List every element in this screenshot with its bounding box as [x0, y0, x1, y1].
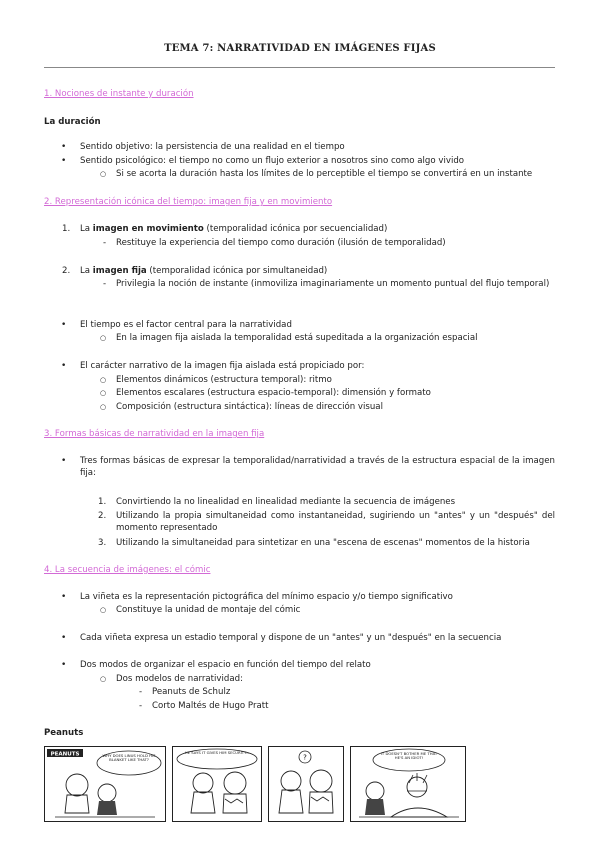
dash-item: - Restituye la experiencia del tiempo como duración (ilusión de temporalidad): [116, 237, 446, 249]
sub-bullet-item: ○ Elementos dinámicos (estructura temporal): ritmo: [116, 374, 332, 386]
peanuts-logo: PEANUTS: [50, 751, 80, 758]
dash-item: - Peanuts de Schulz: [152, 686, 230, 698]
question-mark: ?: [303, 753, 307, 762]
list-number: 2.: [62, 266, 71, 276]
bullet-item: • Cada viñeta expresa un estadio temporal y dispone de un "antes" y un "después" en la secuencia: [80, 632, 501, 644]
sub-bullet-item: ○ Composición (estructura sintáctica): líneas de dirección visual: [116, 401, 383, 413]
comic-panel-3-drawing: [269, 747, 343, 821]
comic-panel-2: [172, 746, 262, 822]
numbered-item: La imagen fija (temporalidad icónica por simultaneidad): [80, 266, 328, 276]
dash-item: - Corto Maltés de Hugo Pratt: [152, 700, 268, 712]
dash-item: - Privilegia la noción de instante (inmoviliza imaginariamente un momento puntual del flujo temporal): [116, 278, 555, 290]
comic-panel-1-drawing: [45, 747, 165, 821]
bullet-item: • El tiempo es el factor central para la narratividad: [80, 319, 292, 331]
list-number: 1.: [62, 224, 71, 234]
title-divider: [44, 67, 555, 68]
list-number: 3.: [98, 538, 107, 548]
speech-bubble-text: IT DOESN'T BOTHER ME THAT HE'S AN IDIOT!: [380, 752, 438, 761]
section-2-heading: 2. Representación icónica del tiempo: imagen fija y en movimiento: [44, 197, 333, 207]
bullet-item: • Sentido psicológico: el tiempo no como un flujo exterior a nosotros sino como algo vivido: [80, 155, 464, 167]
comic-panel-4: [350, 746, 466, 822]
peanuts-comic-strip: [44, 746, 556, 822]
bullet-item: • El carácter narrativo de la imagen fija aislada está propiciado por:: [80, 360, 364, 372]
list-number: 2.: [98, 511, 107, 521]
bullet-item: • Sentido objetivo: la persistencia de una realidad en el tiempo: [80, 141, 345, 153]
bullet-item: • Dos modos de organizar el espacio en función del tiempo del relato: [80, 659, 371, 671]
subheading-peanuts: Peanuts: [44, 728, 84, 738]
speech-bubble-text: HE SAYS IT GIVES HIM SECURITY...: [184, 751, 250, 755]
sub-bullet-item: ○ En la imagen fija aislada la temporalidad está supeditada a la organización espacial: [116, 332, 477, 344]
numbered-item: Convirtiendo la no linealidad en linealidad mediante la secuencia de imágenes: [116, 497, 456, 507]
numbered-item: Utilizando la propia simultaneidad como instantaneidad, sugiriendo un "antes" y un "después" del momento representado: [116, 511, 555, 533]
bullet-item: • La viñeta es la representación pictográfica del mínimo espacio y/o tiempo significativo: [80, 591, 453, 603]
sub-bullet-item: ○ Dos modelos de narratividad:: [116, 673, 243, 685]
comic-panel-2-drawing: [173, 747, 261, 821]
numbered-item: Utilizando la simultaneidad para sintetizar en una "escena de escenas" momentos de la historia: [116, 538, 530, 548]
section-4-heading: 4. La secuencia de imágenes: el cómic: [44, 565, 211, 575]
section-3-heading: 3. Formas básicas de narratividad en la imagen fija: [44, 429, 265, 439]
list-number: 1.: [98, 497, 107, 507]
numbered-item: La imagen en movimiento (temporalidad icónica por secuencialidad): [80, 224, 388, 234]
comic-panel-3: [268, 746, 344, 822]
comic-panel-4-drawing: [351, 747, 465, 821]
section-1-heading: 1. Nociones de instante y duración: [44, 89, 194, 99]
comic-panel-1: [44, 746, 166, 822]
sub-bullet-item: ○ Si se acorta la duración hasta los límites de lo perceptible el tiempo se convertirá en un instante: [116, 168, 532, 180]
sub-bullet-item: ○ Elementos escalares (estructura espacio-temporal): dimensión y formato: [116, 387, 431, 399]
sub-bullet-item: ○ Constituye la unidad de montaje del cómic: [116, 604, 300, 616]
speech-bubble-text: WHY DOES LINUS HOLD HIS BLANKET LIKE THAT?: [102, 754, 156, 763]
bullet-item: • Tres formas básicas de expresar la temporalidad/narratividad a través de la estructura espacial de la imagen fija:: [80, 455, 555, 479]
subheading-duracion: La duración: [44, 117, 101, 127]
page-title: TEMA 7: NARRATIVIDAD EN IMÁGENES FIJAS: [164, 43, 436, 54]
